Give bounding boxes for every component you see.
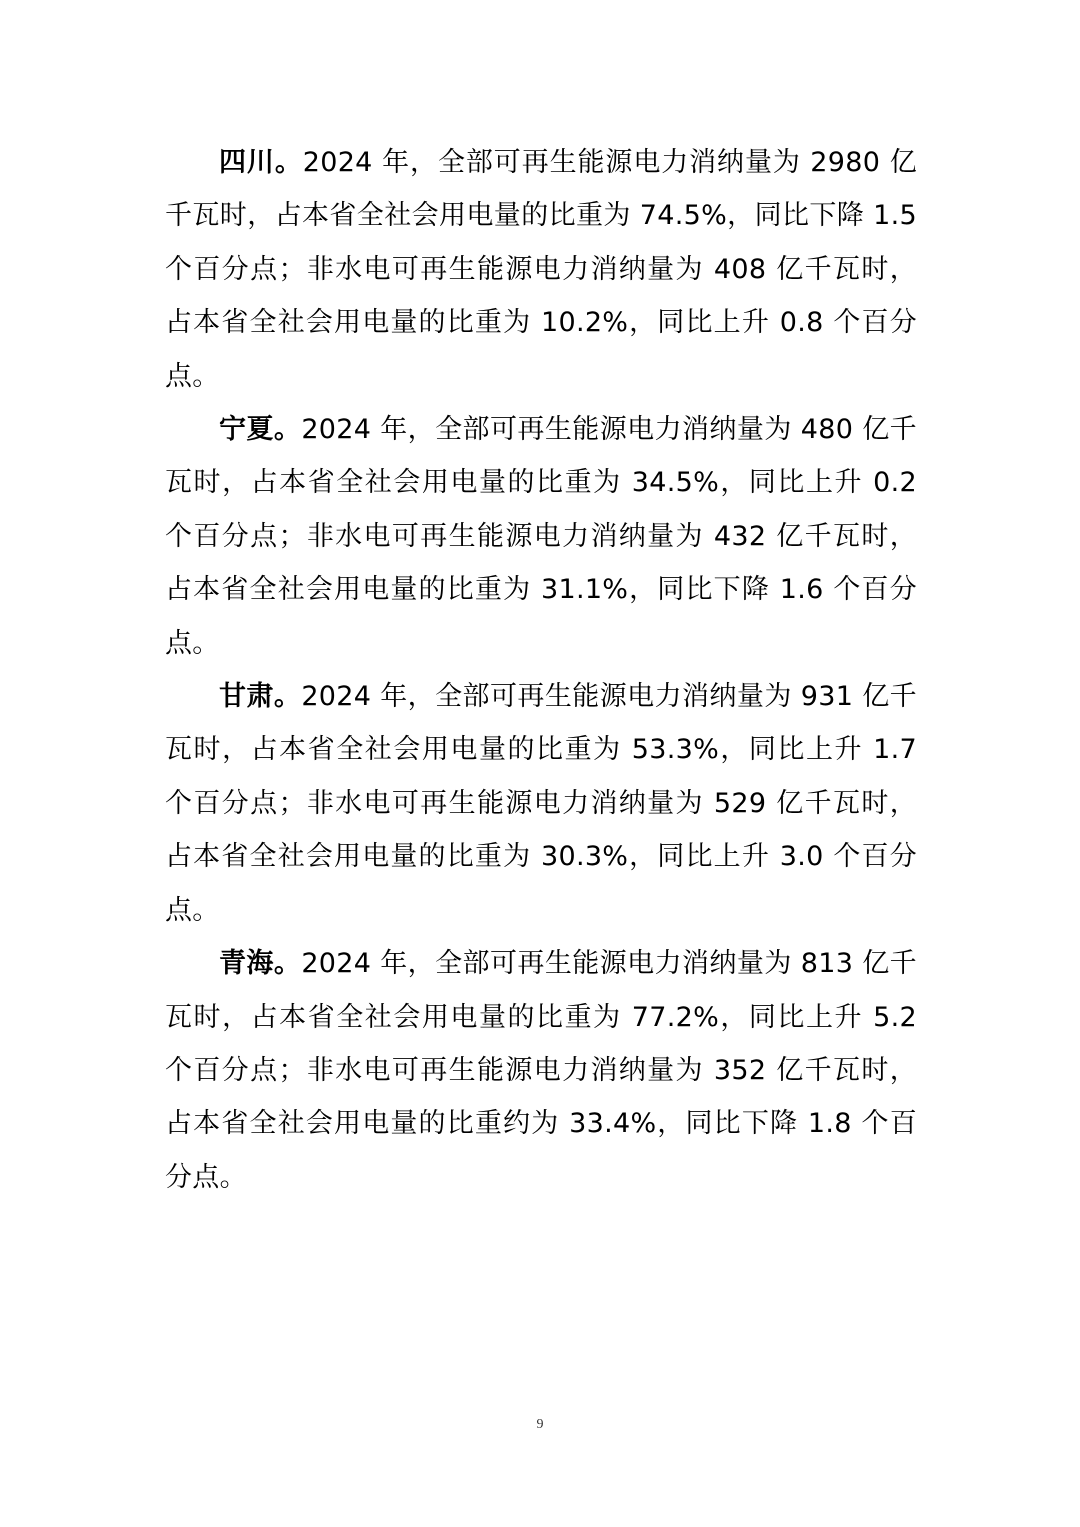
paragraph-text: 2024 年，全部可再生能源电力消纳量为 931 亿千瓦时，占本省全社会用电量的比重为 53.3%，同比上升 1.7 个百分点；非水电可再生能源电力消纳量为 529 亿千瓦时，占本省全社会用电量的比重为 30.3%，同比上升 3.0 个百分点。 [165,681,917,926]
paragraph-ningxia [165,403,917,670]
paragraph-qinghai [165,937,917,1204]
paragraph-text: 2024 年，全部可再生能源电力消纳量为 480 亿千瓦时，占本省全社会用电量的比重为 34.5%，同比上升 0.2 个百分点；非水电可再生能源电力消纳量为 432 亿千瓦时，占本省全社会用电量的比重为 31.1%，同比下降 1.6 个百分点。 [165,414,917,659]
paragraph-text: 2024 年，全部可再生能源电力消纳量为 2980 亿千瓦时，占本省全社会用电量的比重为 74.5%，同比下降 1.5 个百分点；非水电可再生能源电力消纳量为 408 亿千瓦时，占本省全社会用电量的比重为 10.2%，同比上升 0.8 个百分点。 [165,147,917,392]
paragraph-heading: 青海。 [219,948,302,980]
paragraph-heading: 四川。 [219,147,303,178]
page-number: 9 [536,1417,544,1432]
paragraph-heading: 甘肃。 [219,681,302,713]
paragraph-heading: 宁夏。 [219,414,302,446]
paragraph-sichuan [165,136,917,403]
paragraph-gansu [165,670,917,937]
paragraph-text: 2024 年，全部可再生能源电力消纳量为 813 亿千瓦时，占本省全社会用电量的比重为 77.2%，同比上升 5.2 个百分点；非水电可再生能源电力消纳量为 352 亿千瓦时，占本省全社会用电量的比重约为 33.4%，同比下降 1.8 个百分点。 [165,948,917,1193]
document-body [165,136,917,1204]
